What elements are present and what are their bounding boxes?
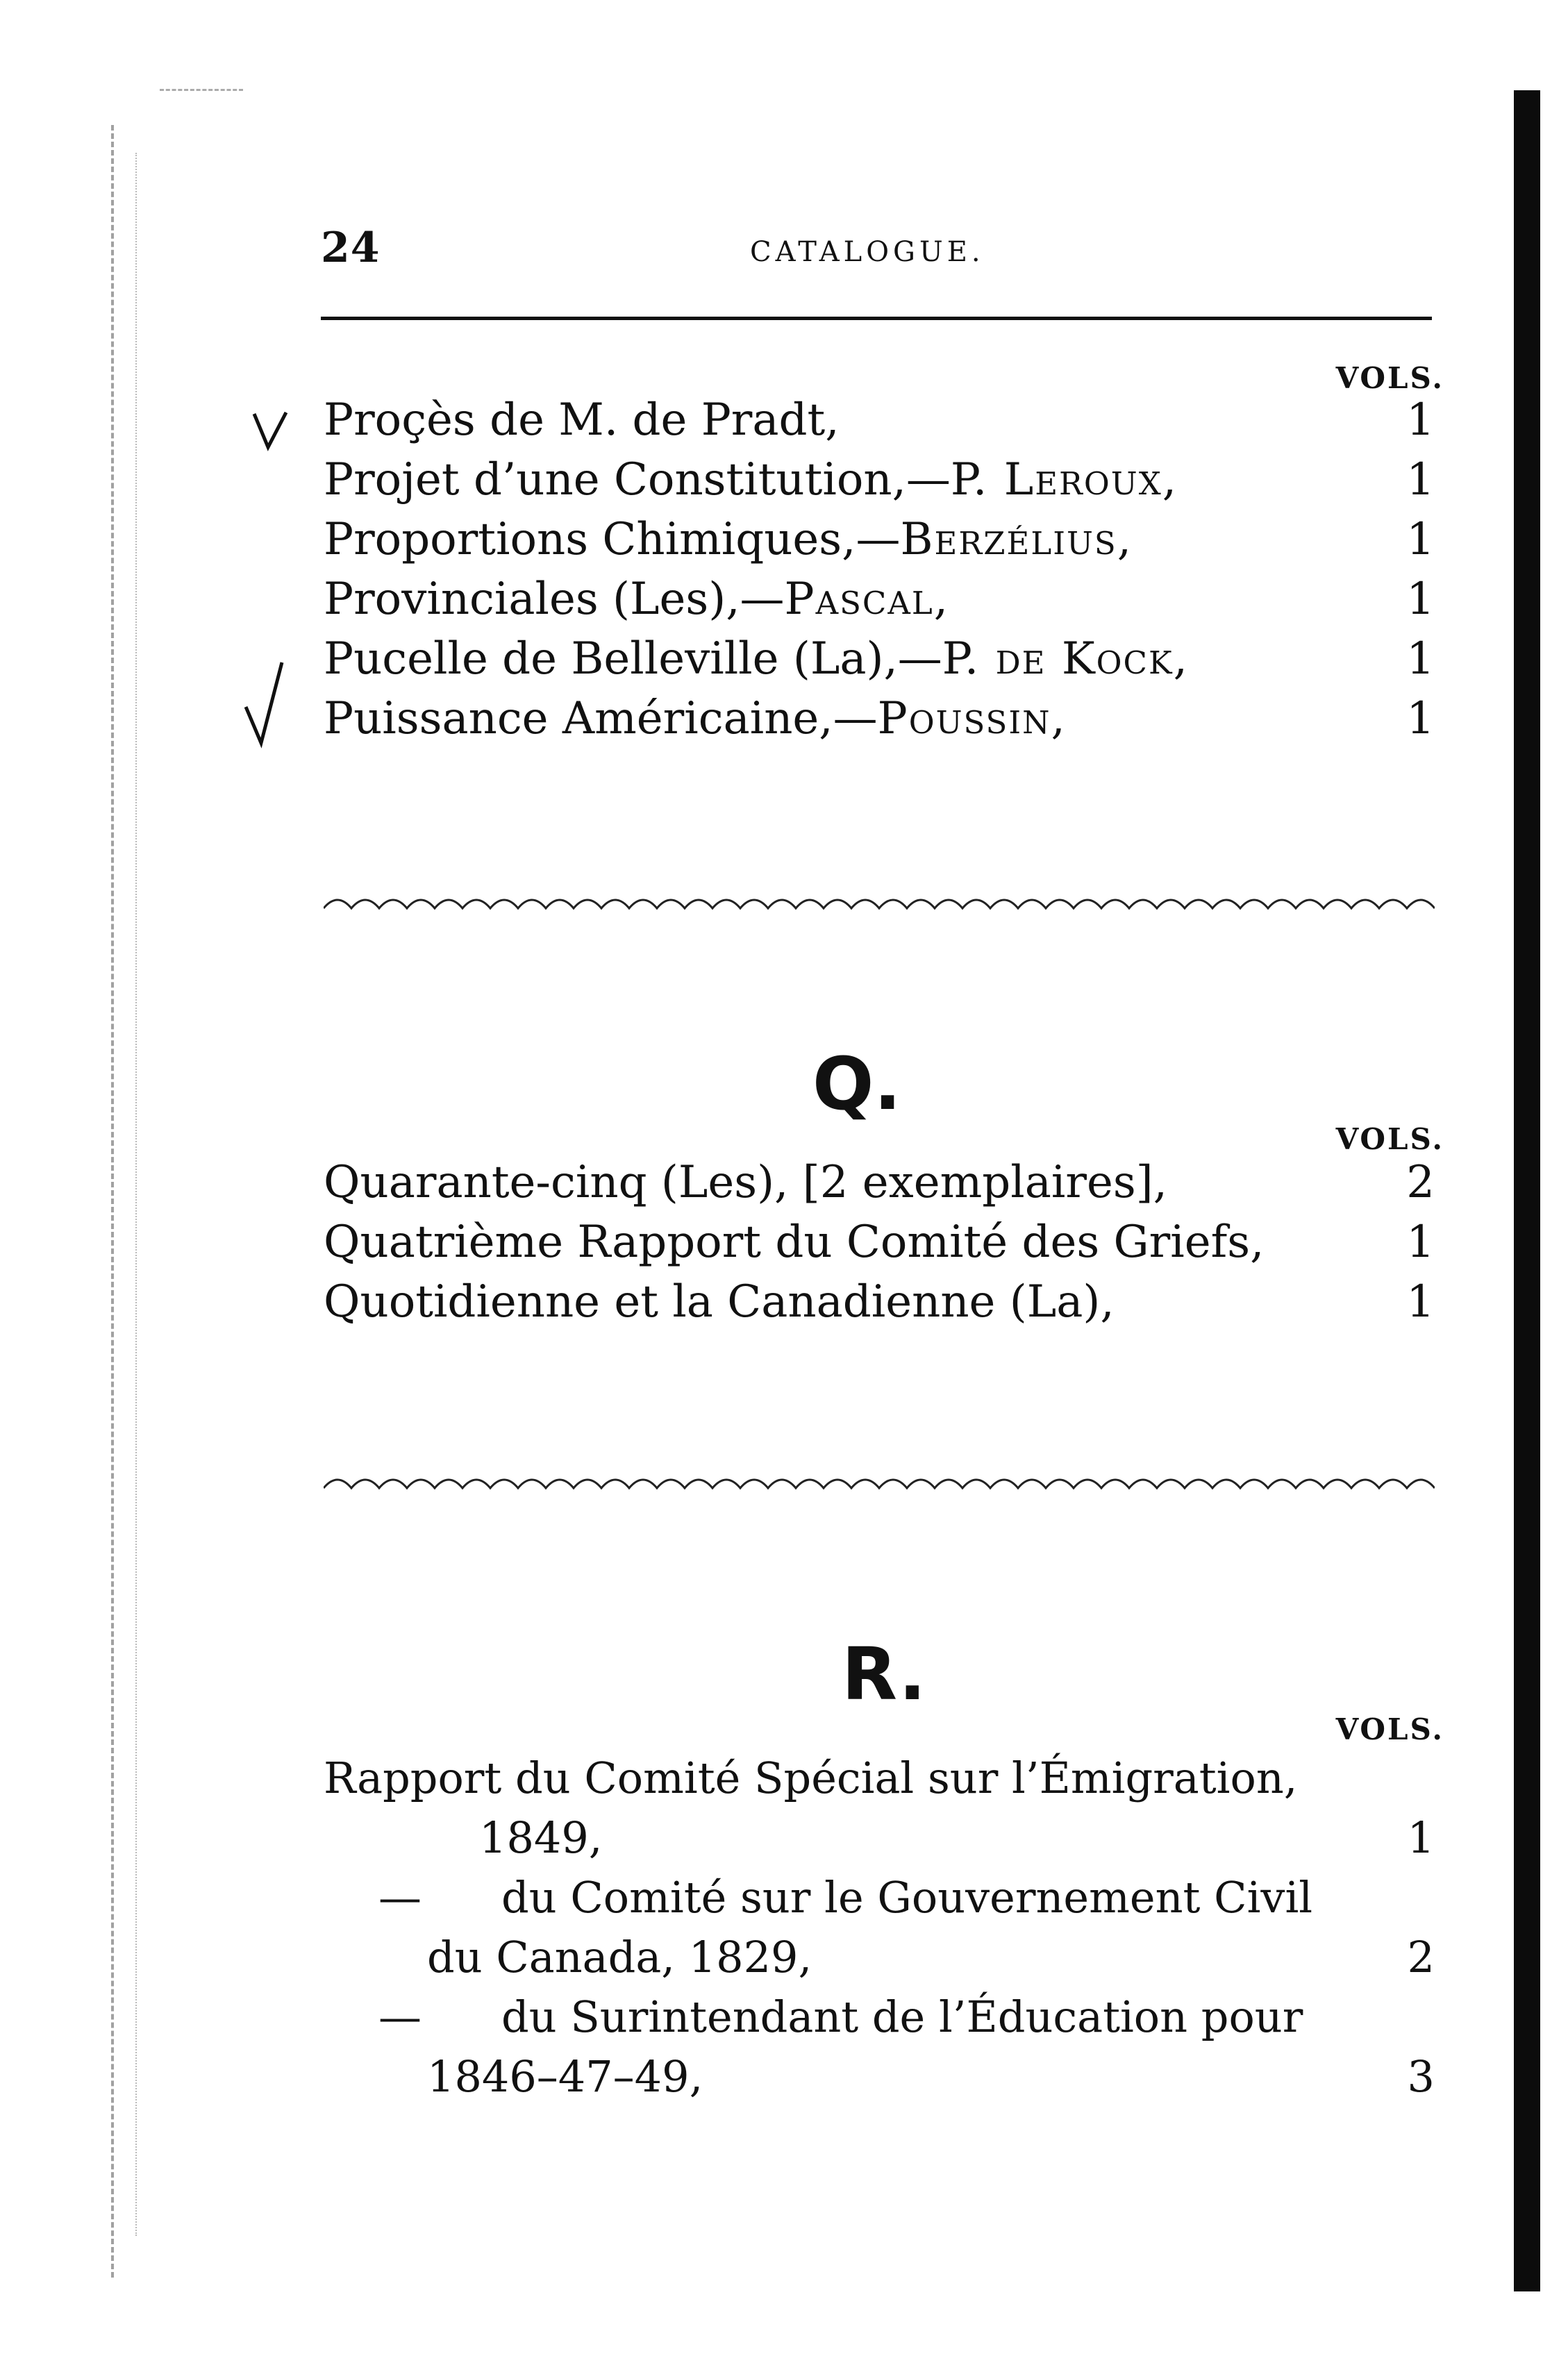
vols-column-header: VOLS.	[1335, 361, 1444, 395]
running-title: CATALOGUE.	[750, 236, 985, 268]
entry-vols: 1	[1406, 633, 1435, 685]
entry-title: Pucelle de Belleville (La),—	[324, 633, 942, 685]
sub-entry-title-continued: du Canada, 1829,	[427, 1932, 812, 1982]
entry-author: P. Leroux,	[950, 454, 1178, 506]
entry-author: P. de Kock,	[942, 633, 1189, 685]
entry-vols: 2	[1406, 1157, 1435, 1208]
list-item	[324, 1212, 1435, 1272]
list-item	[324, 629, 1435, 689]
entry-title: Puissance Américaine,—	[324, 693, 878, 744]
entry-title: Provinciales (Les),—	[324, 574, 785, 625]
entry-vols: 1	[1407, 1812, 1435, 1863]
checkmark-icon	[251, 408, 289, 451]
ditto-dash: —	[378, 1991, 422, 2042]
entry-title: Rapport du Comité Spécial sur l’Émigration,	[324, 1753, 1298, 1803]
entry-vols: 1	[1406, 454, 1435, 506]
list-item	[324, 1272, 1435, 1332]
entry-author: Pascal,	[784, 574, 950, 625]
sub-entry-title: du Comité sur le Gouvernement Civil	[501, 1872, 1313, 1923]
entry-vols: 2	[1407, 1932, 1435, 1982]
section-letter-q: Q.	[812, 1042, 901, 1126]
entry-title: Quotidienne et la Canadienne (La),	[324, 1276, 1115, 1328]
entry-author: Berzélius,	[900, 514, 1133, 565]
ornamental-divider	[324, 1469, 1435, 1496]
entry-vols: 3	[1407, 2051, 1435, 2102]
section-letter-r: R.	[842, 1632, 926, 1717]
sub-entry-title: du Surintendant de l’Éducation pour	[501, 1991, 1303, 2042]
list-item	[324, 569, 1435, 629]
list-item	[324, 1153, 1435, 1212]
entry-title: Quarante-cinq (Les), [2 exemplaires],	[324, 1157, 1167, 1208]
page-number: 24	[321, 224, 381, 272]
entry-vols: 1	[1406, 514, 1435, 565]
entry-vols: 1	[1406, 693, 1435, 744]
list-item	[324, 450, 1435, 510]
list-item	[324, 510, 1435, 569]
ditto-dash: —	[378, 1872, 422, 1923]
list-item	[324, 390, 1435, 450]
entry-vols: 1	[1406, 574, 1435, 625]
vols-column-header: VOLS.	[1335, 1712, 1444, 1746]
entry-title: Proçès de M. de Pradt,	[324, 394, 840, 446]
entry-vols: 1	[1406, 394, 1435, 446]
entry-title-continued: 1849,	[479, 1812, 603, 1863]
scan-mark	[160, 89, 243, 91]
binding-edge-dots	[135, 153, 144, 2236]
checkmark-icon	[243, 660, 285, 749]
entry-title: Projet d’une Constitution,—	[324, 454, 951, 506]
vols-column-header: VOLS.	[1335, 1122, 1444, 1156]
entry-title: Proportions Chimiques,—	[324, 514, 901, 565]
sub-entry-title-continued: 1846–47–49,	[427, 2051, 703, 2102]
entry-author: Poussin,	[877, 693, 1067, 744]
entry-vols: 1	[1406, 1217, 1435, 1268]
header-rule	[321, 317, 1432, 320]
entry-title: Quatrième Rapport du Comité des Griefs,	[324, 1217, 1265, 1268]
entry-vols: 1	[1406, 1276, 1435, 1328]
ornamental-divider	[324, 889, 1435, 917]
page-edge-shadow	[1514, 90, 1540, 2291]
list-item	[324, 689, 1435, 749]
